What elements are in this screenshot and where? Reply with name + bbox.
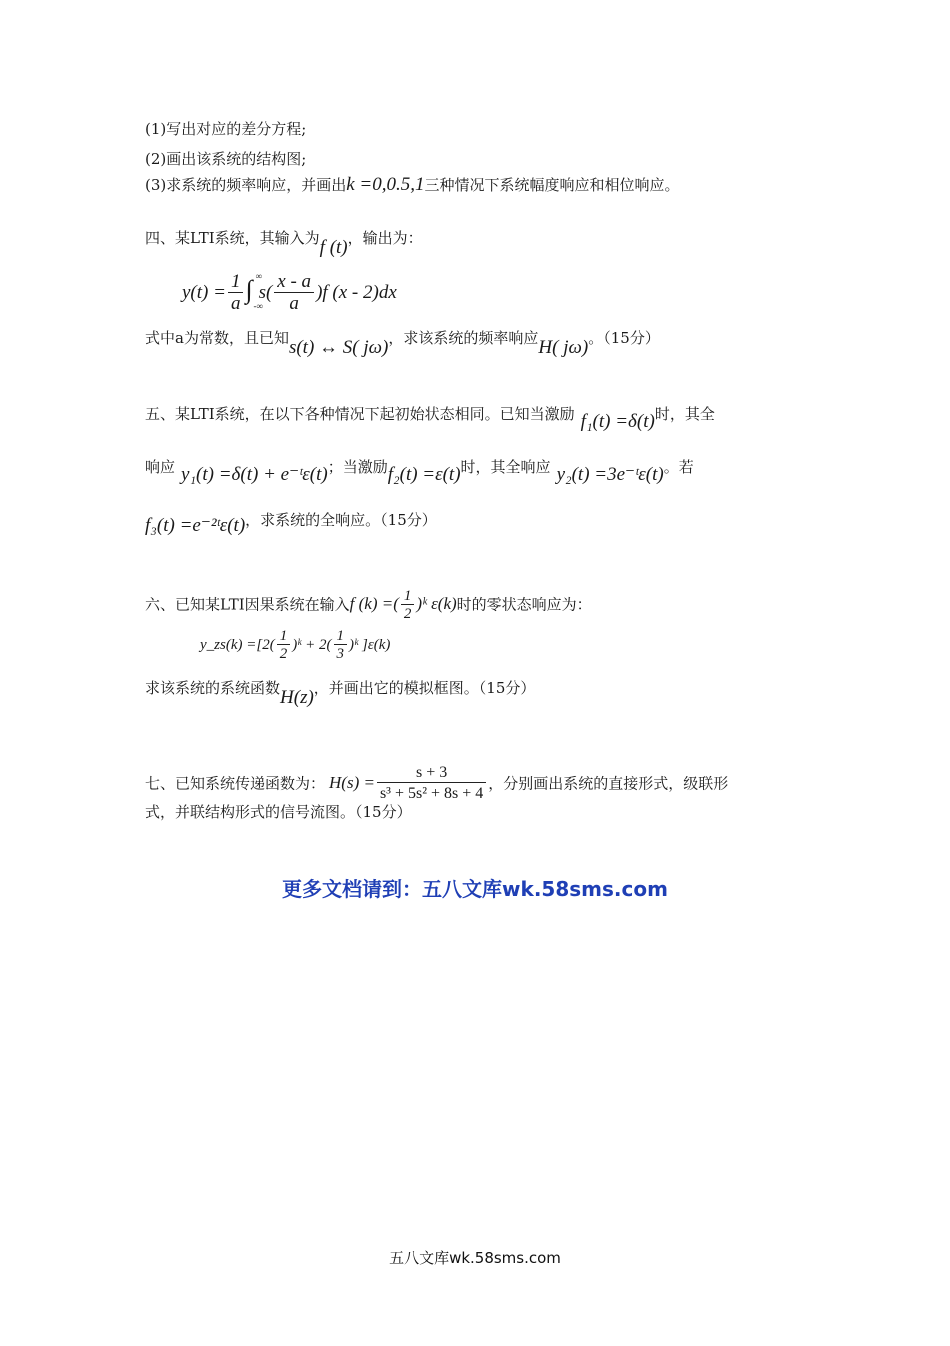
q5-l1-math: f₁(t) =δ(t): [580, 411, 655, 432]
q6-formula-mid: )ᵏ + 2(: [292, 636, 332, 653]
q6-ask-end: ，并画出它的模拟框图。（15分）: [313, 679, 536, 697]
q6-fraction-2-numerator: 1: [334, 628, 348, 645]
q4-intro-text: 四、某LTI系统，其输入为: [145, 229, 320, 247]
q4-inner-denominator: a: [289, 293, 299, 314]
q3-item-3-text-end: 三种情况下系统幅度响应和相位响应。: [424, 176, 680, 194]
q5-l2-math1: y₁(t) =δ(t) + e⁻ᵗε(t): [181, 464, 328, 485]
q6-fraction-1: [277, 628, 291, 663]
q6-formula-lhs: y_zs(k) =[2(: [200, 636, 275, 653]
q5-line-2: [145, 457, 694, 485]
q3-item-3-math: k =0,0.5,1: [346, 174, 425, 195]
q5-line-3: [145, 510, 437, 536]
q5-line-1: [145, 404, 715, 432]
q7-l1-text: 七、已知系统传递函数为：: [145, 774, 326, 793]
q6-fraction-2-denominator: 3: [336, 646, 345, 662]
q4-cond-text: 式中a为常数，且已知: [145, 329, 289, 347]
q5-l2-math2: f₂(t) =ε(t): [387, 464, 461, 485]
q4-cond-mid: ，求该系统的频率响应: [388, 329, 539, 347]
q4-condition: [145, 328, 660, 358]
q5-l2-mid1: ；当激励: [327, 458, 388, 476]
q3-item-3-text: (3)求系统的频率响应，并画出: [145, 176, 347, 194]
q7-line-1: [145, 764, 728, 805]
q6-intro-fraction-numerator: 1: [401, 588, 415, 605]
q7-fraction-numerator: s + 3: [377, 764, 486, 783]
q4-cond-math: s(t) ↔ S( jω): [288, 337, 389, 358]
q6-formula-tail: )ᵏ ]ε(k): [349, 636, 391, 653]
q6-intro: [145, 588, 592, 623]
q7-transfer-fraction: [377, 764, 486, 805]
q4-fraction-denominator: a: [230, 293, 241, 314]
q4-intro-text-end: ，输出为：: [347, 229, 423, 247]
q6-intro-text: 六、已知某LTI因果系统在输入: [145, 595, 350, 614]
q6-formula: [200, 628, 390, 663]
q5-l1-end: 时，其全: [654, 405, 715, 423]
q6-fraction-1-denominator: 2: [279, 646, 288, 662]
promo-link[interactable]: 更多文档请到：五八文库wk.58sms.com: [282, 877, 668, 901]
q6-fraction-2: [334, 628, 348, 663]
q6-ask-math: H(z): [280, 687, 314, 708]
q7-l1-math: H(s) = $\frac{s + 3}{\text{s³ + 5s² + 8s + 4}}$: [329, 773, 488, 792]
q5-l3-math: f₃(t) =e⁻²ᵗε(t): [145, 515, 246, 536]
q3-item-2: (2)画出该系统的结构图;: [145, 150, 307, 168]
q6-intro-fraction-denominator: 2: [403, 606, 412, 622]
q6-intro-math: f (k) =( $\frac{1}{2}$ )ᵏ ε(k): [349, 588, 457, 622]
q4-formula-fraction: [228, 272, 244, 315]
q4-cond-math2: H( jω): [538, 337, 589, 358]
q6-fraction-1-numerator: 1: [277, 628, 291, 645]
q4-integral: ∫ ∞ -∞: [245, 270, 263, 311]
q4-formula-lhs: y(t) =: [182, 281, 226, 303]
q4-cond-end: 。（15分）: [588, 329, 660, 347]
q5-l2-end: 。若: [663, 458, 694, 476]
q4-formula-s: s(: [258, 281, 273, 303]
q7-l1-end: ，分别画出系统的直接形式，级联形: [488, 774, 729, 793]
q4-integral-upper: ∞: [255, 270, 262, 281]
q4-inner-numerator: x - a: [274, 272, 314, 293]
q5-l2-math3: y₂(t) =3e⁻ᵗε(t): [556, 464, 664, 485]
q7-line-2: 式，并联结构形式的信号流图。（15分）: [145, 803, 412, 821]
q7-fraction-denominator: s³ + 5s² + 8s + 4: [379, 785, 484, 802]
q4-integral-lower: -∞: [253, 300, 263, 311]
q4-formula: [182, 272, 397, 315]
q6-ask-text: 求该系统的系统函数: [145, 679, 281, 697]
q4-intro-math: f (t): [319, 237, 348, 258]
q5-l2-mid2: 时，其全响应: [460, 458, 551, 476]
q4-inner-fraction: [274, 272, 314, 315]
q6-ask: [145, 678, 536, 708]
page-footer: 五八文库wk.58sms.com: [389, 1249, 561, 1267]
q4-intro: [145, 228, 423, 258]
q3-item-3: [145, 175, 680, 195]
q4-fraction-numerator: 1: [228, 272, 244, 293]
q3-item-1: (1)写出对应的差分方程;: [145, 120, 307, 138]
q5-l1-text: 五、某LTI系统，在以下各种情况下起初始状态相同。已知当激励: [145, 405, 575, 423]
q5-l2-text: 响应: [145, 458, 176, 476]
q5-l3-end: ，求系统的全响应。（15分）: [245, 511, 437, 529]
q6-intro-end: 时的零状态响应为：: [456, 595, 592, 614]
q4-formula-tail: )f (x - 2)dx: [316, 281, 397, 303]
q6-intro-fraction: [401, 588, 415, 623]
